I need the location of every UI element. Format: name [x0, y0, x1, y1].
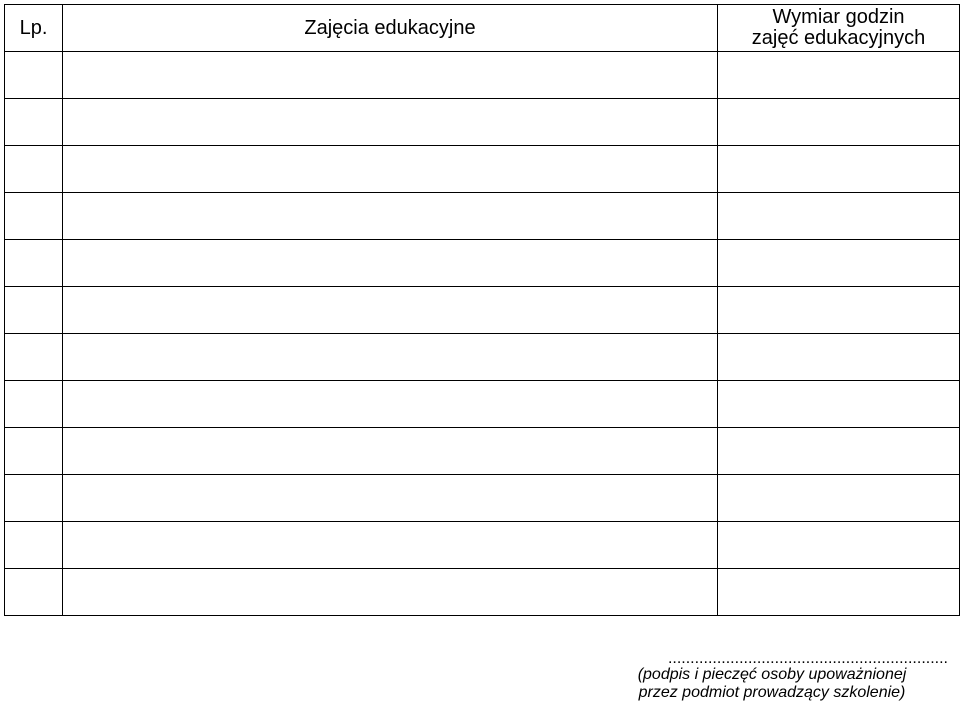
- table-row: [5, 193, 960, 240]
- cell-hours[interactable]: [718, 569, 960, 616]
- cell-subject[interactable]: [63, 381, 718, 428]
- cell-subject[interactable]: [63, 287, 718, 334]
- table-row: [5, 287, 960, 334]
- cell-hours[interactable]: [718, 287, 960, 334]
- cell-lp[interactable]: [5, 569, 63, 616]
- cell-hours[interactable]: [718, 522, 960, 569]
- table-row: [5, 569, 960, 616]
- cell-lp[interactable]: [5, 52, 63, 99]
- header-lp: Lp.: [5, 5, 63, 52]
- table-header-row: [5, 5, 960, 52]
- cell-lp[interactable]: [5, 240, 63, 287]
- signature-caption-line2: przez podmiot prowadzący szkolenie): [638, 684, 906, 701]
- cell-subject[interactable]: [63, 193, 718, 240]
- signature-dotted-line: ...............................................................: [667, 650, 948, 667]
- header-subject: Zajęcia edukacyjne: [63, 5, 718, 52]
- signature-block: [590, 652, 950, 702]
- cell-subject[interactable]: [63, 99, 718, 146]
- cell-subject[interactable]: [63, 52, 718, 99]
- cell-lp[interactable]: [5, 475, 63, 522]
- cell-lp[interactable]: [5, 193, 63, 240]
- cell-hours[interactable]: [718, 381, 960, 428]
- cell-lp[interactable]: [5, 334, 63, 381]
- cell-lp[interactable]: [5, 287, 63, 334]
- cell-lp[interactable]: [5, 99, 63, 146]
- cell-lp[interactable]: [5, 428, 63, 475]
- table-row: [5, 99, 960, 146]
- cell-subject[interactable]: [63, 569, 718, 616]
- header-hours-line1: Wymiar godzin: [772, 6, 905, 28]
- cell-lp[interactable]: [5, 146, 63, 193]
- cell-hours[interactable]: [718, 428, 960, 475]
- education-hours-table: [4, 4, 960, 616]
- cell-hours[interactable]: [718, 146, 960, 193]
- table-row: [5, 475, 960, 522]
- table-body: [5, 52, 960, 616]
- signature-caption-line1: (podpis i pieczęć osoby upoważnionej: [637, 666, 907, 683]
- cell-lp[interactable]: [5, 522, 63, 569]
- cell-subject[interactable]: [63, 428, 718, 475]
- table-row: [5, 522, 960, 569]
- table-row: [5, 52, 960, 99]
- cell-subject[interactable]: [63, 522, 718, 569]
- table-row: [5, 240, 960, 287]
- header-hours-line2: zajęć edukacyjnych: [751, 27, 926, 49]
- table-row: [5, 428, 960, 475]
- cell-hours[interactable]: [718, 475, 960, 522]
- cell-hours[interactable]: [718, 334, 960, 381]
- table-row: [5, 334, 960, 381]
- cell-hours[interactable]: [718, 52, 960, 99]
- cell-hours[interactable]: [718, 240, 960, 287]
- cell-hours[interactable]: [718, 99, 960, 146]
- cell-subject[interactable]: [63, 475, 718, 522]
- cell-lp[interactable]: [5, 381, 63, 428]
- cell-subject[interactable]: [63, 240, 718, 287]
- cell-hours[interactable]: [718, 193, 960, 240]
- cell-subject[interactable]: [63, 334, 718, 381]
- table-row: [5, 381, 960, 428]
- header-hours: [718, 5, 960, 52]
- table-row: [5, 146, 960, 193]
- cell-subject[interactable]: [63, 146, 718, 193]
